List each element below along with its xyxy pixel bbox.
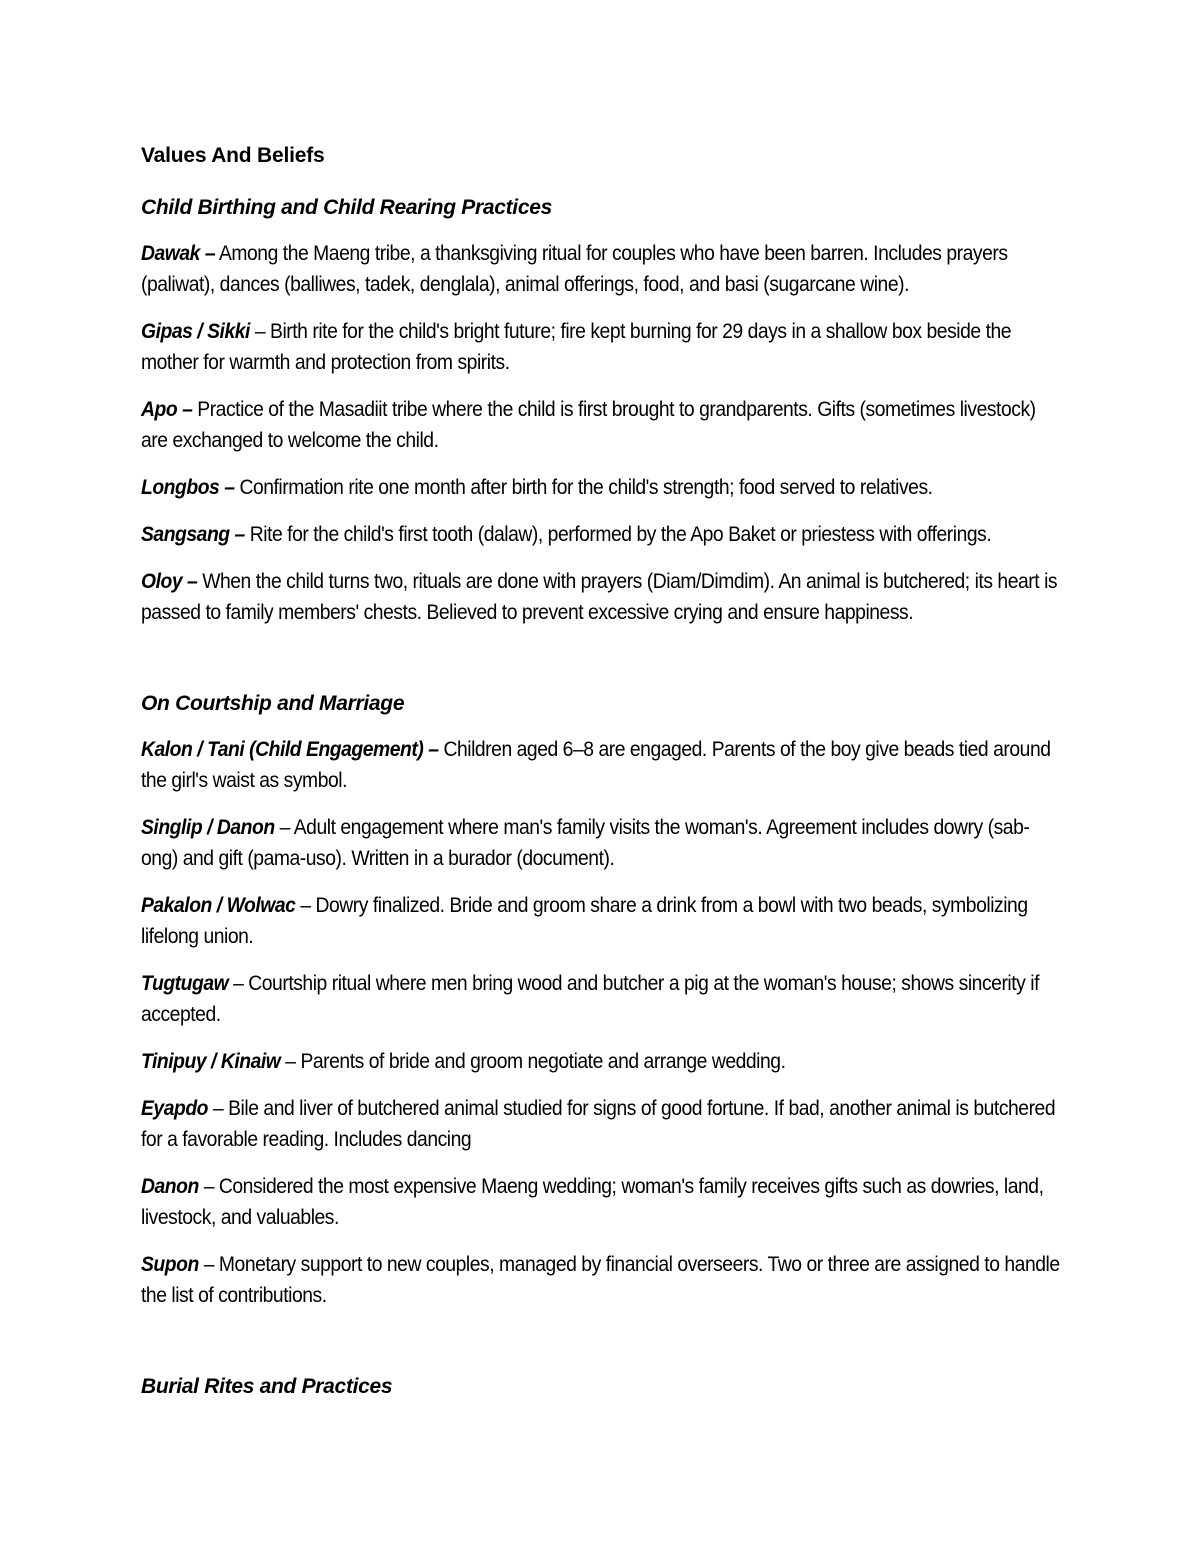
entry-term: Singlip / Danon [141,816,275,839]
entry-eyapdo [141,1093,1061,1155]
entry-apo [141,394,1061,456]
entry-text: – Bile and liver of butchered animal studied for signs of good fortune. If bad, another animal is butchered for a favorable reading. Includes dancing [141,1097,1056,1151]
entry-text: – Birth rite for the child's bright future; fire kept burning for 29 days in a shallow box beside the mother for warmth and protection from spirits. [141,320,1012,374]
entry-text: Children aged 6–8 are engaged. Parents of the boy give beads tied around the girl's waist as symbol. [141,738,1051,792]
section-heading-child-birthing: Child Birthing and Child Rearing Practices [141,196,552,219]
section-spacer [141,644,1061,688]
section-heading-courtship-marriage: On Courtship and Marriage [141,692,405,715]
entry-sangsang [141,519,1061,550]
entry-term: Longbos – [141,476,235,499]
entry-term: Tugtugaw [141,972,229,995]
entry-text: – Courtship ritual where men bring wood and butcher a pig at the woman's house; shows sincerity if accepted. [141,972,1040,1026]
entry-pakalon-wolwac [141,890,1061,952]
entry-dawak [141,238,1061,300]
document-title: Values And Beliefs [141,144,325,167]
entry-text: – Dowry finalized. Bride and groom share a drink from a bowl with two beads, symbolizing lifelong union. [141,894,1028,948]
entry-term: Oloy – [141,570,198,593]
entry-kalon-tani [141,734,1061,796]
section-heading-burial-rites: Burial Rites and Practices [141,1375,393,1398]
entry-tugtugaw [141,968,1061,1030]
entry-term: Gipas / Sikki [141,320,250,343]
entry-term: Dawak – [141,242,216,265]
document-page [141,140,1061,1417]
entry-text: – Monetary support to new couples, managed by financial overseers. Two or three are assigned to handle the list of contributions. [141,1253,1060,1307]
entry-oloy [141,566,1061,628]
entry-longbos [141,472,1061,503]
entry-text: Rite for the child's first tooth (dalaw), performed by the Apo Baket or priestess with offerings. [244,523,992,546]
entry-text: When the child turns two, rituals are done with prayers (Diam/Dimdim). An animal is butchered; its heart is passed to family members' chests. Believed to prevent excessive crying and ensure happiness. [141,570,1058,624]
entry-term: Apo – [141,398,193,421]
entry-danon [141,1171,1061,1233]
entry-term: Danon [141,1175,199,1198]
entry-supon [141,1249,1061,1311]
entry-term: Supon [141,1253,199,1276]
entry-text: – Adult engagement where man's family visits the woman's. Agreement includes dowry (sab-ong) and gift (pama-uso). Written in a burador (document). [141,816,1030,870]
entry-singlip-danon [141,812,1061,874]
entry-term: Sangsang – [141,523,245,546]
entry-text: Among the Maeng tribe, a thanksgiving ritual for couples who have been barren. Includes prayers (paliwat), dances (balliwes, tadek, denglala), animal offerings, food, and basi (sugarcane wine). [141,242,1008,296]
entry-text: – Considered the most expensive Maeng wedding; woman's family receives gifts such as dowries, land, livestock, and valuables. [141,1175,1044,1229]
entry-text: Practice of the Masadiit tribe where the child is first brought to grandparents. Gifts (sometimes livestock) are exchanged to welcome the child. [141,398,1036,452]
entry-text: Confirmation rite one month after birth for the child's strength; food served to relatives. [234,476,933,499]
entry-term: Tinipuy / Kinaiw [141,1050,281,1073]
entry-tinipuy-kinaiw [141,1046,1061,1077]
entry-term: Kalon / Tani (Child Engagement) – [141,738,439,761]
entry-text: – Parents of bride and groom negotiate and arrange wedding. [280,1050,786,1073]
entry-gipas-sikki [141,316,1061,378]
section-spacer [141,1327,1061,1371]
entry-term: Eyapdo [141,1097,209,1120]
entry-term: Pakalon / Wolwac [141,894,296,917]
